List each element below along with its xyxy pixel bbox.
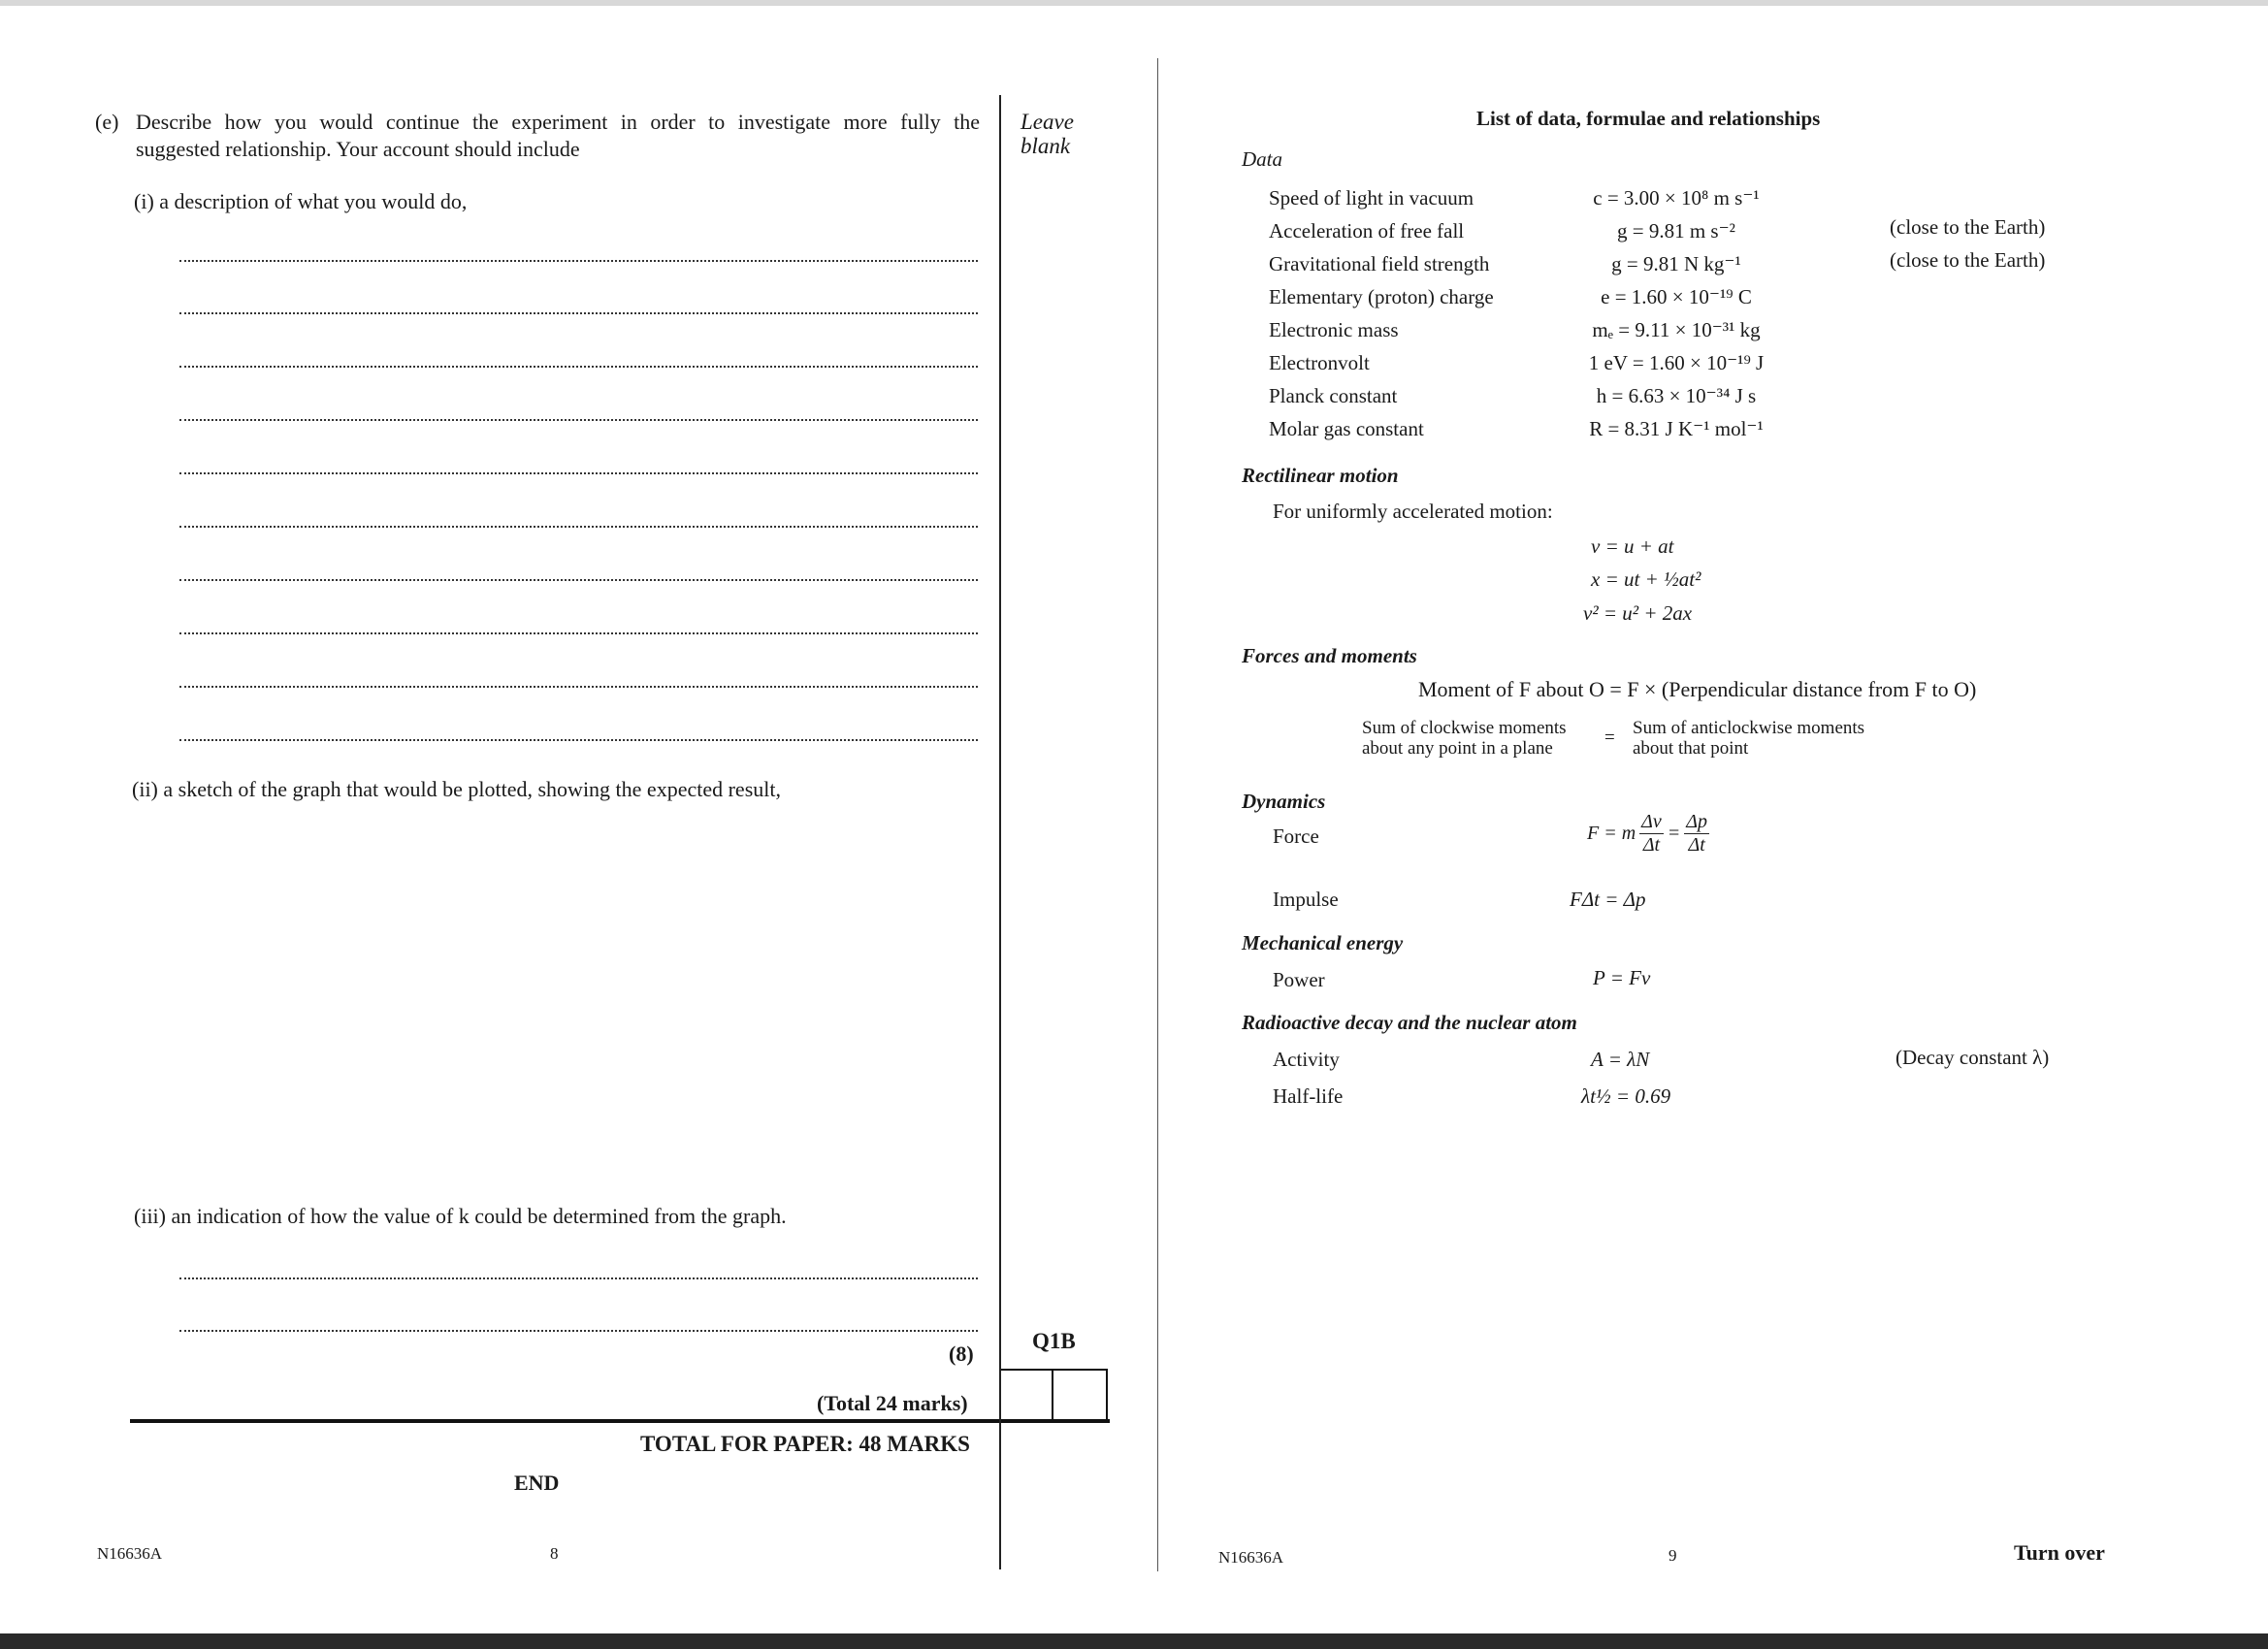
data-row-value: 1 eV = 1.60 × 10⁻¹⁹ J	[1588, 351, 1765, 374]
sum-left-line2: about any point in a plane	[1362, 738, 1553, 759]
sum-clockwise	[1362, 718, 1567, 759]
page-code: N16636A	[1218, 1548, 1284, 1567]
answer-line[interactable]	[179, 632, 978, 634]
data-row-note: (close to the Earth)	[1890, 215, 2046, 239]
data-row-value: c = 3.00 × 10⁸ m s⁻¹	[1593, 186, 1760, 210]
impulse-equation: FΔt = Δp	[1570, 888, 1646, 911]
question-e-line1: Describe how you would continue the experiment in order to investigate more fully the	[136, 110, 980, 134]
total-marks: (Total 24 marks)	[817, 1391, 968, 1415]
power-label: Power	[1273, 968, 1325, 991]
answer-line[interactable]	[179, 312, 978, 314]
answer-line[interactable]	[179, 526, 978, 528]
fraction-dv-dt	[1639, 811, 1664, 857]
data-row-label: Electronic mass	[1269, 318, 1399, 341]
equation-v: v = u + at	[1591, 534, 1674, 558]
activity-equation: A = λN	[1591, 1048, 1650, 1071]
rectilinear-heading: Rectilinear motion	[1242, 464, 1399, 487]
sum-right-line1: Sum of anticlockwise moments	[1633, 718, 1865, 738]
answer-line[interactable]	[179, 739, 978, 741]
data-row-label: Acceleration of free fall	[1269, 219, 1465, 242]
score-box-divider	[1052, 1371, 1053, 1421]
radioactive-heading: Radioactive decay and the nuclear atom	[1242, 1011, 1577, 1034]
sum-anticlockwise	[1633, 718, 1864, 759]
half-life-label: Half-life	[1273, 1084, 1344, 1108]
page-number: 8	[550, 1544, 559, 1563]
decay-constant-note: (Decay constant λ)	[1895, 1046, 2050, 1069]
force-label: Force	[1273, 824, 1319, 848]
q1b-label: Q1B	[1032, 1329, 1076, 1353]
page-number: 9	[1669, 1546, 1677, 1565]
data-row-note: (close to the Earth)	[1890, 248, 2046, 272]
part-iii-text: (iii) an indication of how the value of k could be determined from the graph.	[134, 1204, 787, 1228]
marks: (8)	[949, 1342, 974, 1366]
data-row-value: e = 1.60 × 10⁻¹⁹ C	[1601, 285, 1752, 308]
q1b-score-box[interactable]	[1001, 1369, 1108, 1423]
data-row-value: g = 9.81 m s⁻²	[1617, 219, 1735, 242]
data-row-label: Speed of light in vacuum	[1269, 186, 1474, 210]
page-spine	[1157, 58, 1158, 1571]
total-divider	[130, 1419, 1110, 1423]
answer-line[interactable]	[179, 1330, 978, 1332]
leave-label: Leave	[1021, 110, 1074, 134]
data-row-value: R = 8.31 J K⁻¹ mol⁻¹	[1589, 417, 1764, 440]
impulse-label: Impulse	[1273, 888, 1339, 911]
total-paper: TOTAL FOR PAPER: 48 MARKS	[640, 1432, 970, 1456]
answer-line[interactable]	[179, 472, 978, 474]
data-row-value: g = 9.81 N kg⁻¹	[1611, 252, 1741, 275]
data-row-label: Elementary (proton) charge	[1269, 285, 1494, 308]
numerator: Δv	[1641, 811, 1662, 832]
data-row-label: Electronvolt	[1269, 351, 1370, 374]
blank-label: blank	[1021, 134, 1071, 158]
data-row-value: h = 6.63 × 10⁻³⁴ J s	[1596, 384, 1757, 407]
scan-top-edge	[0, 0, 2268, 6]
margin-rule	[999, 95, 1001, 1569]
dynamics-heading: Dynamics	[1242, 790, 1326, 813]
page-code: N16636A	[97, 1544, 163, 1563]
forces-heading: Forces and moments	[1242, 644, 1417, 667]
sketch-area[interactable]	[179, 815, 975, 1183]
answer-line[interactable]	[179, 686, 978, 688]
denominator: Δt	[1688, 834, 1705, 856]
data-heading: Data	[1242, 147, 1282, 171]
equation-x: x = ut + ½at²	[1591, 567, 1701, 591]
half-life-equation: λt½ = 0.69	[1581, 1084, 1671, 1108]
mechanical-energy-heading: Mechanical energy	[1242, 931, 1404, 954]
question-e-line2: suggested relationship. Your account should include	[136, 137, 580, 161]
answer-line[interactable]	[179, 366, 978, 368]
question-e-label: (e)	[95, 110, 119, 134]
numerator: Δp	[1686, 811, 1708, 832]
answer-line[interactable]	[179, 1277, 978, 1279]
force-lhs: F = m	[1587, 823, 1636, 844]
fraction-dp-dt	[1684, 811, 1709, 857]
rectilinear-intro: For uniformly accelerated motion:	[1273, 500, 1553, 523]
denominator: Δt	[1642, 834, 1661, 856]
data-row-label: Molar gas constant	[1269, 417, 1424, 440]
equation-v-squared: v² = u² + 2ax	[1583, 601, 1693, 625]
sum-equals: =	[1604, 728, 1615, 748]
formulae-title: List of data, formulae and relationships	[1476, 107, 1821, 130]
data-row-value: mₑ = 9.11 × 10⁻³¹ kg	[1592, 318, 1761, 341]
sum-left-line1: Sum of clockwise moments	[1362, 718, 1567, 738]
part-ii-text: (ii) a sketch of the graph that would be plotted, showing the expected result,	[132, 777, 781, 801]
turn-over: Turn over	[2014, 1540, 2105, 1565]
end-label: END	[514, 1471, 560, 1495]
power-equation: P = Fv	[1593, 966, 1651, 989]
answer-line[interactable]	[179, 419, 978, 421]
equals: =	[1667, 823, 1681, 844]
sum-right-line2: about that point	[1633, 738, 1749, 759]
data-row-label: Planck constant	[1269, 384, 1398, 407]
answer-line[interactable]	[179, 579, 978, 581]
force-equation	[1587, 811, 1709, 857]
activity-label: Activity	[1273, 1048, 1340, 1071]
part-i-text: (i) a description of what you would do,	[134, 189, 468, 213]
answer-line[interactable]	[179, 260, 978, 262]
data-row-label: Gravitational field strength	[1269, 252, 1490, 275]
scan-bottom-edge	[0, 1633, 2268, 1649]
moment-equation: Moment of F about O = F × (Perpendicular distance from F to O)	[1418, 677, 1977, 701]
